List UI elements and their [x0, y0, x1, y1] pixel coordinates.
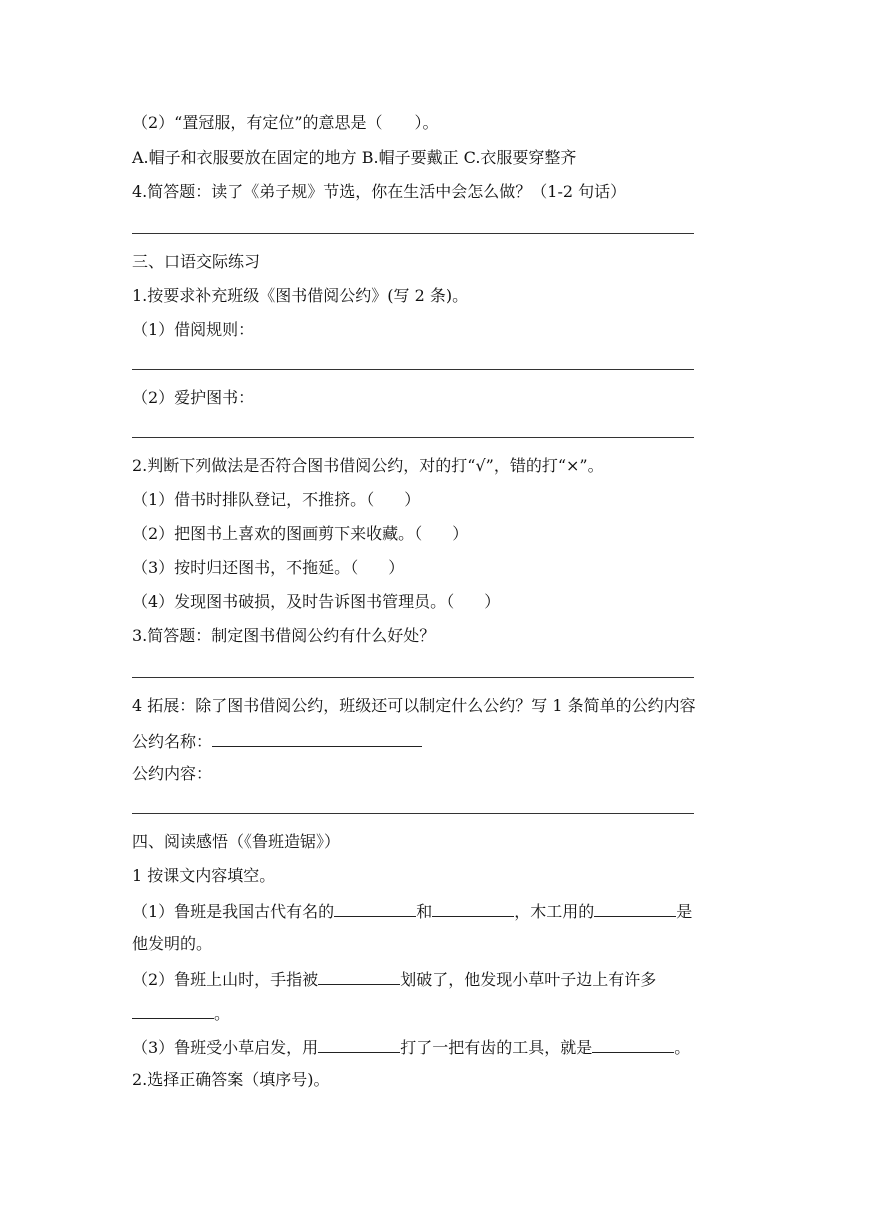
fill-item-3 — [132, 1036, 690, 1058]
section-3-question-1: 1.按要求补充班级《图书借阅公约》(写 2 条)。 — [132, 286, 469, 305]
fill-text: 。 — [214, 1004, 231, 1023]
fill-text: （2）鲁班上山时，手指被 — [132, 970, 319, 989]
judge-paren-open: （ — [446, 592, 455, 611]
judge-item-text: （4）发现图书破损，及时告诉图书管理员。 — [132, 592, 447, 611]
judge-item-text: （2）把图书上喜欢的图画剪下来收藏。 — [132, 524, 415, 543]
section-4-question-1: 1 按课文内容填空。 — [132, 866, 276, 885]
section-4-title: 四、阅读感悟（《鲁班造锯》） — [132, 832, 341, 851]
fill-text: 。 — [674, 1038, 691, 1057]
section-3-question-2: 2.判断下列做法是否符合图书借阅公约，对的打“√”，错的打“×”。 — [132, 456, 604, 475]
fill-text: 是 — [676, 902, 693, 921]
judge-item-3 — [132, 558, 404, 578]
fill-blank[interactable] — [318, 968, 400, 985]
question-3-2: （2）“置冠服，有定位”的意思是（ ）。 — [132, 113, 439, 132]
fill-text: （3）鲁班受小草启发，用 — [132, 1038, 319, 1057]
fill-blank[interactable] — [132, 1002, 214, 1019]
answer-line[interactable] — [132, 813, 694, 814]
judge-paren-open: （ — [350, 558, 359, 577]
section-3-question-4: 4 拓展：除了图书借阅公约，班级还可以制定什么公约？写 1 条简单的公约内容 — [132, 696, 696, 715]
fill-text: 和 — [416, 902, 433, 921]
section-3-question-1-1: （1）借阅规则： — [132, 320, 255, 339]
question-4: 4.简答题：读了《弟子规》节选，你在生活中会怎么做？（1-2 句话） — [132, 182, 627, 201]
fill-text: ，木工用的 — [514, 902, 595, 921]
section-3-question-3: 3.简答题：制定图书借阅公约有什么好处？ — [132, 626, 436, 645]
pact-name-row — [132, 730, 422, 752]
section-3-question-1-2: （2）爱护图书： — [132, 388, 255, 407]
answer-line[interactable] — [132, 369, 694, 370]
judge-item-1 — [132, 490, 420, 510]
fill-blank[interactable] — [334, 900, 416, 917]
fill-item-1 — [132, 900, 692, 922]
fill-item-2-continuation — [132, 1002, 230, 1024]
judge-paren-close: ） — [484, 592, 501, 611]
question-3-2-options: A.帽子和衣服要放在固定的地方 B.帽子要戴正 C.衣服要穿整齐 — [132, 148, 577, 167]
judge-item-2 — [132, 524, 468, 544]
judge-paren-close: ） — [388, 558, 405, 577]
section-4-question-2: 2.选择正确答案（填序号)。 — [132, 1070, 330, 1089]
fill-item-1-continuation: 他发明的。 — [132, 934, 213, 953]
answer-line[interactable] — [132, 437, 694, 438]
answer-line[interactable] — [132, 677, 694, 678]
fill-blank[interactable] — [318, 1036, 400, 1053]
answer-line[interactable] — [132, 233, 694, 234]
fill-blank[interactable] — [432, 900, 514, 917]
judge-paren-close: ） — [404, 490, 421, 509]
judge-item-text: （3）按时归还图书，不拖延。 — [132, 558, 351, 577]
fill-blank[interactable] — [592, 1036, 674, 1053]
section-3-title: 三、口语交际练习 — [132, 252, 261, 271]
judge-paren-close: ） — [452, 524, 469, 543]
fill-blank[interactable] — [594, 900, 676, 917]
judge-paren-open: （ — [366, 490, 375, 509]
fill-text: （1）鲁班是我国古代有名的 — [132, 902, 335, 921]
pact-name-label: 公约名称： — [132, 732, 213, 751]
fill-item-2 — [132, 968, 656, 990]
judge-paren-open: （ — [414, 524, 423, 543]
fill-text: 打了一把有齿的工具，就是 — [400, 1038, 593, 1057]
pact-content-label: 公约内容： — [132, 764, 213, 783]
pact-name-blank[interactable] — [212, 730, 422, 747]
judge-item-text: （1）借书时排队登记，不推挤。 — [132, 490, 367, 509]
judge-item-4 — [132, 592, 500, 612]
fill-text: 划破了，他发现小草叶子边上有许多 — [400, 970, 657, 989]
